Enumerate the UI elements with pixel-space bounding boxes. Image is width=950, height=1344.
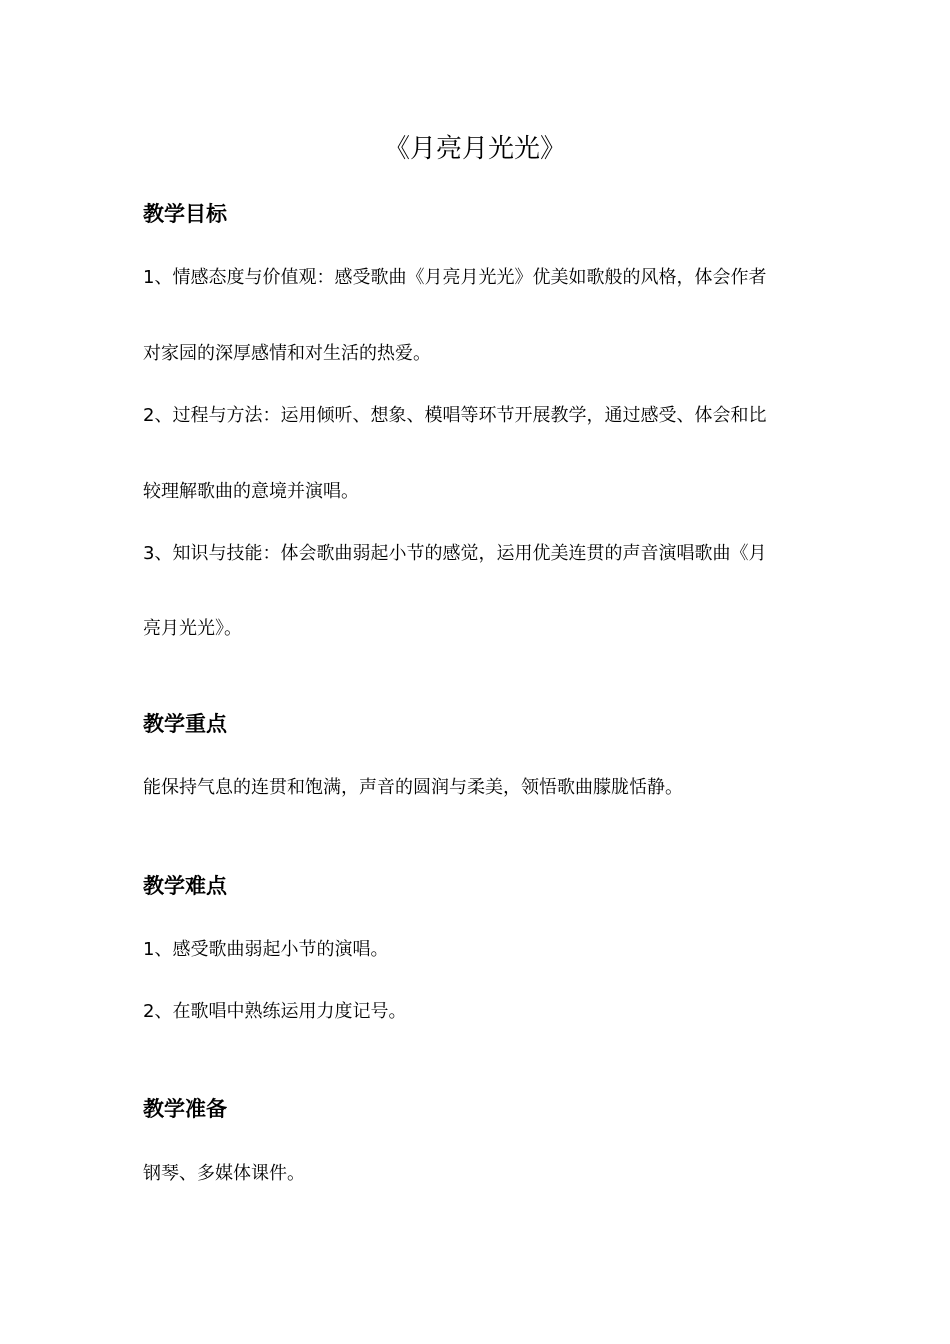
difficulty-item-1: 1、感受歌曲弱起小节的演唱。 bbox=[143, 939, 389, 960]
section-heading-objectives: 教学目标 bbox=[143, 202, 227, 226]
section-heading-difficulties: 教学难点 bbox=[143, 874, 227, 898]
objective-2-line-2: 较理解歌曲的意境并演唱。 bbox=[143, 481, 359, 502]
objective-1-line-2: 对家园的深厚感情和对生活的热爱。 bbox=[143, 343, 431, 364]
objective-2-line-1: 2、过程与方法：运用倾听、想象、模唱等环节开展教学，通过感受、体会和比 bbox=[143, 405, 767, 426]
objective-3-line-1: 3、知识与技能：体会歌曲弱起小节的感觉，运用优美连贯的声音演唱歌曲《月 bbox=[143, 543, 767, 564]
section-heading-key-points: 教学重点 bbox=[143, 712, 227, 736]
section-heading-preparation: 教学准备 bbox=[143, 1097, 227, 1121]
difficulty-item-2: 2、在歌唱中熟练运用力度记号。 bbox=[143, 1001, 407, 1022]
document-title: 《月亮月光光》 bbox=[383, 134, 566, 164]
objective-1-line-1: 1、情感态度与价值观：感受歌曲《月亮月光光》优美如歌般的风格，体会作者 bbox=[143, 267, 767, 288]
key-points-text: 能保持气息的连贯和饱满，声音的圆润与柔美，领悟歌曲朦胧恬静。 bbox=[143, 777, 683, 798]
objective-3-line-2: 亮月光光》。 bbox=[143, 618, 242, 639]
preparation-text: 钢琴、多媒体课件。 bbox=[143, 1163, 305, 1184]
